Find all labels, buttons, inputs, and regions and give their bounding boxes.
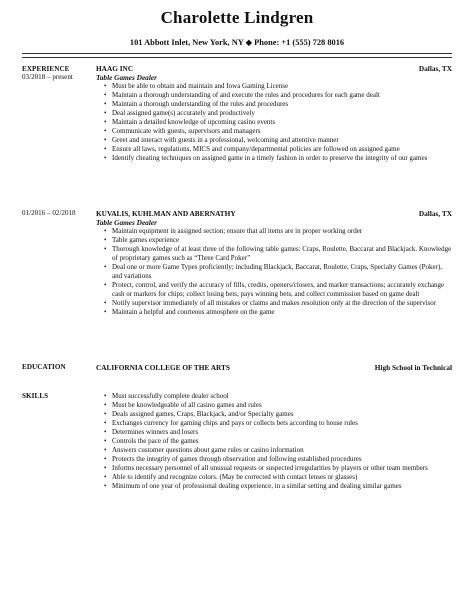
education-degree: High School in Technical bbox=[374, 363, 452, 372]
job-dates: 01/2016 – 02/2018 bbox=[22, 209, 76, 217]
section-heading-education: EDUCATION bbox=[22, 363, 66, 371]
list-item: • Maintain a thorough understanding of and execute the rules and procedures for each game dealt bbox=[112, 91, 452, 100]
list-item: • Maintain a detailed knowledge of upcoming casino events bbox=[112, 118, 452, 127]
list-item: • Minimum of one year of professional dealing experience, in a similar setting and dealing similar games bbox=[112, 482, 452, 491]
list-item: • Must be knowledgeable of all casino games and rules bbox=[112, 401, 452, 410]
list-item: • Deal one or more Game Types proficiently; including Blackjack, Baccarat, Roulette, Craps, Specialty Games (Poker), and variations bbox=[112, 263, 452, 281]
contact-line: 101 Abbott Inlet, New York, NY ◆ Phone: +1 (555) 728 8016 bbox=[129, 38, 345, 47]
list-item: • Identify cheating techniques on assigned game in a timely fashion in order to preserve the integrity of our games bbox=[112, 154, 452, 163]
list-item: • Exchanges currency for gaming chips and pays or collects bets according to house rules bbox=[112, 419, 452, 428]
list-item: • Thorough knowledge of at least three of the following table games: Craps, Roulette, Baccarat and Blackjack. Knowledge of proprietary games such as “Three Card Poker” bbox=[112, 245, 452, 263]
list-item: • Maintain equipment in assigned section; ensure that all items are in proper working order bbox=[112, 227, 452, 236]
job-location: Dallas, TX bbox=[418, 64, 452, 73]
list-item: • Protects the integrity of games through observation and following established procedures bbox=[112, 455, 452, 464]
list-item: • Controls the pace of the games bbox=[112, 437, 452, 446]
section-heading-experience: EXPERIENCE bbox=[22, 65, 70, 73]
skills-bullets bbox=[112, 392, 452, 492]
list-item: • Greet and interact with guests in a professional, welcoming and attentive manner bbox=[112, 136, 452, 145]
education-school: CALIFORNIA COLLEGE OF THE ARTS bbox=[96, 363, 230, 372]
list-item: • Must successfully complete dealer school bbox=[112, 392, 452, 401]
job-company: HAAG INC bbox=[96, 64, 134, 73]
list-item: • Table games experience bbox=[112, 236, 452, 245]
list-item: • Notify supervisor immediately of all mistakes or claims and makes resolution only at the direction of the supervisor bbox=[112, 299, 452, 308]
list-item: • Answers customer questions about game rules or casino information bbox=[112, 446, 452, 455]
list-item: • Able to identify and recognize colors. (May be corrected with contact lenses or glasses) bbox=[112, 473, 452, 482]
section-heading-skills: SKILLS bbox=[22, 392, 49, 400]
header-divider bbox=[22, 53, 452, 54]
job-company: KUVALIS, KUHLMAN AND ABERNATHY bbox=[96, 209, 236, 218]
job-title: Table Games Dealer bbox=[96, 73, 157, 82]
list-item: • Deal assigned game(s) accurately and productively bbox=[112, 109, 452, 118]
list-item: • Protect, control, and verify the accuracy of fills, credits, openers/closers, and marker transactions; accurately exchange cash or markers for chips; collect losing bets, pays winning bets, and collect commission based on game dealt bbox=[112, 281, 452, 299]
job-bullets bbox=[112, 227, 452, 317]
job-title: Table Games Dealer bbox=[96, 218, 157, 227]
list-item: • Maintain a helpful and courteous atmosphere on the game bbox=[112, 308, 452, 317]
job-bullets bbox=[112, 82, 452, 163]
list-item: • Must be able to obtain and maintain and Iowa Gaming License bbox=[112, 82, 452, 91]
job-location: Dallas, TX bbox=[418, 209, 452, 218]
list-item: • Deals assigned games, Craps, Blackjack, and/or Specialty games bbox=[112, 410, 452, 419]
header-divider-secondary bbox=[22, 57, 452, 58]
list-item: • Determines winners and losers bbox=[112, 428, 452, 437]
job-dates: 03/2018 – present bbox=[22, 73, 73, 81]
candidate-name: Charolette Lindgren bbox=[160, 8, 314, 27]
list-item: • Ensure all laws, regulations, MICS and company/departmental policies are followed on assigned game bbox=[112, 145, 452, 154]
list-item: • Communicate with guests, supervisors and managers bbox=[112, 127, 452, 136]
list-item: • Informs necessary personnel of all unusual requests or suspected irregularities by players or other team members bbox=[112, 464, 452, 473]
list-item: • Maintain a thorough understanding of the rules and procedures bbox=[112, 100, 452, 109]
